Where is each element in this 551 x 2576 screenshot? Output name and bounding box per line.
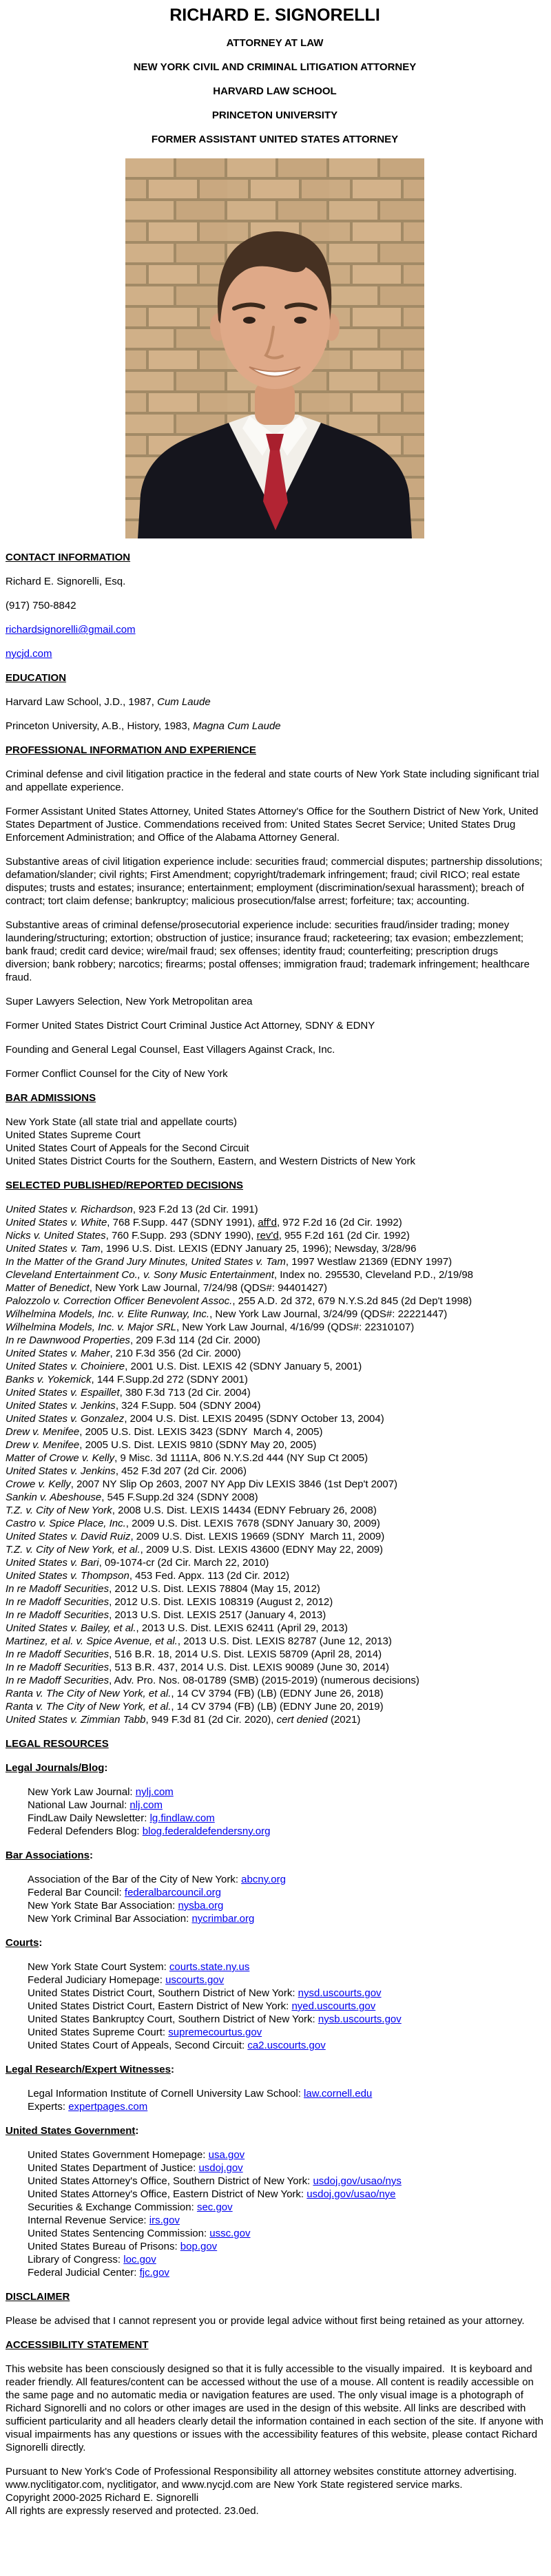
decision-item: United States v. Maher, 210 F.3d 356 (2d Cir. 2000) [6,1348,241,1359]
resource-link-label: Internal Revenue Service: [28,2214,149,2226]
disclaimer-text: Please be advised that I cannot represent you or provide legal advice without first being retained as your attorney. [6,2315,525,2327]
resource-link-row [28,2000,544,2013]
disclaimer-heading: DISCLAIMER [6,2291,70,2303]
decision-item: Banks v. Yokemick, 144 F.Supp.2d 272 (SDNY 2001) [6,1374,248,1385]
resource-link[interactable]: usdoj.gov/usao/nys [313,2175,402,2187]
resource-link[interactable]: nysb.uscourts.gov [318,2013,402,2025]
resource-link-label: United States Attorney's Office, Eastern District of New York: [28,2188,307,2200]
decision-item: In the Matter of the Grand Jury Minutes, United States v. Tam, 1997 Westlaw 21369 (EDNY 1997) [6,1256,453,1268]
decision-item: United States v. Bari, 09-1074-cr (2d Cir. March 22, 2010) [6,1557,269,1569]
resources-groups [6,1761,544,2279]
resource-link-row [28,2253,544,2266]
resource-link-list [28,2148,544,2279]
decision-item: In re Madoff Securities, Adv. Pro. Nos. 08-01789 (SMB) (2015-2019) (numerous decisions) [6,1675,419,1686]
decision-item: In re Madoff Securities, 2013 U.S. Dist. LEXIS 2517 (January 4, 2013) [6,1609,326,1621]
footer-line: Pursuant to New York's Code of Professional Responsibility all attorney websites constitute attorney advertising. [6,2466,517,2478]
resource-link-label: Federal Judicial Center: [28,2267,140,2279]
resource-link-row [28,2266,544,2279]
professional-paragraph: Founding and General Legal Counsel, East Villagers Against Crack, Inc. [6,1044,335,1056]
resource-link[interactable]: nysba.org [178,1900,224,1912]
professional-paragraph: Former Assistant United States Attorney, United States Attorney's Office for the Southern District of New York, United States Department of Justice. Commendations received from: United States Secret Service; United States Drug Enforcement Administration; and Office of the Alabama Attorney General. [6,806,541,844]
resource-link-label: Securities & Exchange Commission: [28,2201,197,2213]
footer-line: Copyright 2000-2025 Richard E. Signorelli [6,2492,199,2504]
portrait-photo [125,158,424,538]
decision-item: Matter of Benedict, New York Law Journal, 7/24/98 (QDS#: 94401427) [6,1282,327,1294]
accessibility-text: This website has been consciously designed so that it is fully accessible to the visually impaired. It is keyboard and reader friendly. All features/content can be accessed without the use of a mouse. All content is readily accessible on the same page and no automatic media or navigation features are used. The only visual image is a photograph of Richard Signorelli and no colors or other images are used in the design of this website. All links are described with sufficient particularity and all headers clearly detail the information contained in each section of the site. If anyone with visual impairments has any questions or issues with the accessibility features of this website, please contact Richard Signorelli directly. [6,2363,547,2453]
resource-link-row [28,2188,544,2201]
resource-link-label: United States Court of Appeals, Second Circuit: [28,2040,248,2051]
decision-item: Sankin v. Abeshouse, 545 F.Supp.2d 324 (SDNY 2008) [6,1491,258,1503]
resource-link[interactable]: irs.gov [149,2214,180,2226]
contact-heading: CONTACT INFORMATION [6,552,131,563]
resource-link[interactable]: fjc.gov [139,2267,169,2279]
decision-item: Ranta v. The City of New York, et al., 14 CV 3794 (FB) (LB) (EDNY June 26, 2018) [6,1688,384,1699]
resource-link[interactable]: usdoj.gov/usao/nye [306,2188,396,2200]
decision-item: Wilhelmina Models, Inc. v. Major SRL, New York Law Journal, 4/16/99 (QDS#: 22310107) [6,1321,415,1333]
education-list [6,695,544,733]
footer [6,2465,544,2517]
resource-link[interactable]: nylj.com [135,1786,174,1798]
decision-item: Martinez, et al. v. Spice Avenue, et al., 2013 U.S. Dist. LEXIS 82787 (June 12, 2013) [6,1635,392,1647]
professional-paragraph: Substantive areas of civil litigation experience include: securities fraud; commercial disputes; partnership dissolutions; defamation/slander; civil rights; First Amendment; copyright/trademark infringement; fraud; civil RICO; real estate disputes; trusts and estates; insurance; entertainment; employment (discrimination/sexual harassment); breach of contract; tort claim defense; bankruptcy; malicious prosecution/false arrest; forfeiture; tax; accounting. [6,856,545,907]
decision-item: Drew v. Menifee, 2005 U.S. Dist. LEXIS 9810 (SDNY May 20, 2005) [6,1439,317,1451]
decision-item: United States v. Bailey, et al., 2013 U.S. Dist. LEXIS 62411 (April 29, 2013) [6,1622,348,1634]
resource-link-label: United States Attorney's Office, Southern District of New York: [28,2175,313,2187]
decision-item: Castro v. Spice Place, Inc., 2009 U.S. Dist. LEXIS 7678 (SDNY January 30, 2009) [6,1518,380,1529]
resource-link-label: United States Supreme Court: [28,2027,169,2038]
decision-item: United States v. White, 768 F.Supp. 447 (SDNY 1991), aff'd, 972 F.2d 16 (2d Cir. 1992) [6,1217,402,1228]
resource-link-label: United States Sentencing Commission: [28,2228,210,2239]
resource-link[interactable]: blog.federaldefendersny.org [142,1825,271,1837]
decisions-list [6,1203,544,1726]
decision-item: United States v. Richardson, 923 F.2d 13 (2d Cir. 1991) [6,1204,258,1215]
resource-link-label: Federal Defenders Blog: [28,1825,143,1837]
resource-link[interactable]: loc.gov [123,2254,156,2265]
resource-link-row [28,2100,544,2113]
decision-item: United States v. Choiniere, 2001 U.S. Dist. LEXIS 42 (SDNY January 5, 2001) [6,1361,362,1372]
resource-link[interactable]: nysd.uscourts.gov [298,1987,382,1999]
bar-admission-item: United States Court of Appeals for the Second Circuit [6,1142,249,1154]
resource-link-row [28,1812,544,1825]
resource-link-row [28,1786,544,1799]
education-item: Princeton University, A.B., History, 1983, Magna Cum Laude [6,720,281,732]
resource-link[interactable]: abcny.org [241,1874,286,1885]
resource-link-list [28,1786,544,1838]
bar-admissions-heading: BAR ADMISSIONS [6,1092,96,1104]
decision-item: In re Madoff Securities, 2012 U.S. Dist. LEXIS 108319 (August 2, 2012) [6,1596,333,1608]
decision-item: In re Madoff Securities, 516 B.R. 18, 2014 U.S. Dist. LEXIS 58709 (April 28, 2014) [6,1648,382,1660]
footer-line: www.nyclitigator.com, nyclitigator, and www.nycjd.com are New York State registered service marks. [6,2479,463,2491]
header-subtitle: FORMER ASSISTANT UNITED STATES ATTORNEY [151,134,399,145]
resource-link[interactable]: uscourts.gov [165,1974,225,1986]
resource-link-row [28,2240,544,2253]
resource-link[interactable]: ussc.gov [209,2228,251,2239]
resource-link-label: United States District Court, Eastern District of New York: [28,2000,292,2012]
contact-phone: (917) 750-8842 [6,600,76,611]
decision-item: United States v. Jenkins, 452 F.3d 207 (2d Cir. 2006) [6,1465,247,1477]
resource-link-label: United States Bankruptcy Court, Southern District of New York: [28,2013,318,2025]
decision-item: T.Z. v. City of New York, 2008 U.S. Dist. LEXIS 14434 (EDNY February 26, 2008) [6,1505,377,1516]
resource-link-label: Association of the Bar of the City of New York: [28,1874,242,1885]
decisions-heading: SELECTED PUBLISHED/REPORTED DECISIONS [6,1180,244,1191]
professional-paragraph: Substantive areas of criminal defense/prosecutorial experience include: securities fraud/insider trading; money laundering/structuring; extortion; obstruction of justice; insurance fraud; racketeering; tax evasion; embezzlement; bank fraud; credit card device; wire/mail fraud; sex offenses; identity fraud; counterfeiting; prescription drugs diversion; bank robbery; narcotics; firearms; postal offenses; immigration fraud; trademark infringement; healthcare fraud. [6,919,533,983]
decision-item: Nicks v. United States, 760 F.Supp. 293 (SDNY 1990), rev'd, 955 F.2d 161 (2d Cir. 1992) [6,1230,410,1242]
resource-link[interactable]: usdoj.gov [198,2162,243,2174]
resource-link-row [28,1973,544,1987]
bar-admissions-list [6,1116,544,1168]
education-heading: EDUCATION [6,672,67,684]
resource-link-label: Experts: [28,2101,69,2113]
resource-link[interactable]: supremecourtus.gov [168,2027,262,2038]
resource-link-label: United States Government Homepage: [28,2149,209,2161]
header-subtitle: PRINCETON UNIVERSITY [211,109,338,121]
resource-link-list [28,2087,544,2113]
bar-admission-item: New York State (all state trial and appellate courts) [6,1116,238,1128]
resource-link[interactable]: nyed.uscourts.gov [291,2000,376,2012]
resource-link-row [28,1899,544,1912]
resource-link-label: United States Bureau of Prisons: [28,2241,180,2252]
footer-line: All rights are expressly reserved and protected. 23.0ed. [6,2505,259,2517]
professional-heading: PROFESSIONAL INFORMATION AND EXPERIENCE [6,744,256,756]
resource-link-label: United States Department of Justice: [28,2162,199,2174]
resource-link-row [28,2201,544,2214]
resource-link-row [28,1873,544,1886]
resource-link[interactable]: federalbarcouncil.org [124,1887,221,1898]
page-title: RICHARD E. SIGNORELLI [169,6,380,25]
resource-link-row [28,2148,544,2161]
resource-link-row [28,2039,544,2052]
resource-link-label: Federal Bar Council: [28,1887,125,1898]
education-item: Harvard Law School, J.D., 1987, Cum Laude [6,696,211,708]
resource-link-row [28,2214,544,2227]
resource-link-row [28,1825,544,1838]
decision-item: Wilhelmina Models, Inc. v. Elite Runway, Inc., New York Law Journal, 3/24/99 (QDS#: 22221447) [6,1308,448,1320]
bar-admission-item: United States Supreme Court [6,1129,141,1141]
resource-link-row [28,2175,544,2188]
decision-item: United States v. David Ruiz, 2009 U.S. Dist. LEXIS 19669 (SDNY March 11, 2009) [6,1531,385,1542]
resource-link-row [28,2026,544,2039]
decision-item: United States v. Espaillet, 380 F.3d 713 (2d Cir. 2004) [6,1387,251,1399]
resource-link-label: New York State Bar Association: [28,1900,178,1912]
bar-admission-item: United States District Courts for the Southern, Eastern, and Western Districts of New York [6,1155,415,1167]
resource-link[interactable]: bop.gov [180,2241,218,2252]
resource-link-row [28,2227,544,2240]
resource-link-row [28,2087,544,2100]
resource-link-row [28,1987,544,2000]
decision-item: Drew v. Menifee, 2005 U.S. Dist. LEXIS 3423 (SDNY March 4, 2005) [6,1426,323,1438]
resource-link[interactable]: nlj.com [129,1799,163,1811]
header-subtitles [6,36,544,146]
resource-link[interactable]: ca2.uscourts.gov [247,2040,326,2051]
resource-link-label: New York State Court System: [28,1961,169,1973]
resource-group-heading: Legal Research/Expert Witnesses: [6,2064,174,2075]
professional-paragraph: Former Conflict Counsel for the City of New York [6,1068,228,1080]
decision-item: Ranta v. The City of New York, et al., 14 CV 3794 (FB) (LB) (EDNY June 20, 2019) [6,1701,384,1713]
resource-link-label: FindLaw Daily Newsletter: [28,1812,150,1824]
professional-paragraph: Former United States District Court Criminal Justice Act Attorney, SDNY & EDNY [6,1020,375,1032]
header-subtitle: ATTORNEY AT LAW [226,37,324,49]
photo-section [6,158,544,538]
contact-website-row [6,647,544,660]
contact-email-row [6,623,544,636]
resource-link-label: Federal Judiciary Homepage: [28,1974,166,1986]
resource-link-label: New York Law Journal: [28,1786,136,1798]
resource-link-label: United States District Court, Southern District of New York: [28,1987,298,1999]
resource-link-row [28,1799,544,1812]
resource-link-row [28,2013,544,2026]
decision-item: Matter of Crowe v. Kelly, 9 Misc. 3d 1111A, 806 N.Y.S.2d 444 (NY Sup Ct 2005) [6,1452,368,1464]
resource-link-list [28,1960,544,2052]
resource-link-row [28,2161,544,2175]
decision-item: United States v. Jenkins, 324 F.Supp. 504 (SDNY 2004) [6,1400,261,1412]
resource-link[interactable]: nycrimbar.org [191,1913,255,1925]
decision-item: United States v. Tam, 1996 U.S. Dist. LEXIS (EDNY January 25, 1996); Newsday, 3/28/96 [6,1243,417,1255]
resource-link-row [28,1912,544,1925]
resource-link[interactable]: courts.state.ny.us [169,1961,250,1973]
decision-item: In re Dawnwood Properties, 209 F.3d 114 (2d Cir. 2000) [6,1334,260,1346]
resource-link[interactable]: lg.findlaw.com [149,1812,215,1824]
decision-item: United States v. Thompson, 453 Fed. Appx. 113 (2d Cir. 2012) [6,1570,290,1582]
professional-paragraphs [6,768,544,1080]
email-link[interactable]: richardsignorelli@gmail.com [6,624,136,636]
resource-link-row [28,1960,544,1973]
resource-link-row [28,1886,544,1899]
professional-paragraph: Criminal defense and civil litigation practice in the federal and state courts of New York State including significant trial and appellate experience. [6,768,542,793]
header-subtitle: HARVARD LAW SCHOOL [213,85,337,97]
accessibility-heading: ACCESSIBILITY STATEMENT [6,2339,149,2351]
professional-paragraph: Super Lawyers Selection, New York Metropolitan area [6,996,253,1007]
resource-link-list [28,1873,544,1925]
resource-group-heading: Courts: [6,1937,43,1949]
decision-item: In re Madoff Securities, 513 B.R. 437, 2014 U.S. Dist. LEXIS 90089 (June 30, 2014) [6,1662,389,1673]
decision-item: United States v. Zimmian Tabb, 949 F.3d 81 (2d Cir. 2020), cert denied (2021) [6,1714,361,1726]
contact-name: Richard E. Signorelli, Esq. [6,576,126,587]
resource-link-label: Legal Information Institute of Cornell University Law School: [28,2088,304,2099]
resource-link[interactable]: expertpages.com [68,2101,148,2113]
decision-item: In re Madoff Securities, 2012 U.S. Dist. LEXIS 78804 (May 15, 2012) [6,1583,320,1595]
decision-item: Cleveland Entertainment Co., v. Sony Music Entertainment, Index no. 295530, Cleveland P.D., 2/19/98 [6,1269,474,1281]
resource-link[interactable]: sec.gov [196,2201,233,2213]
resource-link[interactable]: law.cornell.edu [304,2088,373,2099]
legal-resources-heading: LEGAL RESOURCES [6,1738,109,1750]
resource-link[interactable]: usa.gov [208,2149,245,2161]
decision-item: United States v. Gonzalez, 2004 U.S. Dist. LEXIS 20495 (SDNY October 13, 2004) [6,1413,384,1425]
decision-item: T.Z. v. City of New York, et al., 2009 U.S. Dist. LEXIS 43600 (EDNY May 22, 2009) [6,1544,384,1556]
decision-item: Crowe v. Kelly, 2007 NY Slip Op 2603, 2007 NY App Div LEXIS 3846 (1st Dep't 2007) [6,1478,398,1490]
resource-link-label: National Law Journal: [28,1799,130,1811]
decision-item: Palozzolo v. Correction Officer Benevolent Assoc., 255 A.D. 2d 372, 679 N.Y.S.2d 845 (2d Dep't 1998) [6,1295,472,1307]
resource-group-heading: United States Government: [6,2125,139,2137]
resource-group-heading: Bar Associations: [6,1850,93,1861]
resource-link-label: New York Criminal Bar Association: [28,1913,192,1925]
website-link[interactable]: nycjd.com [6,648,52,660]
resource-link-label: Library of Congress: [28,2254,124,2265]
header-subtitle: NEW YORK CIVIL AND CRIMINAL LITIGATION ATTORNEY [133,61,417,73]
resource-group-heading: Legal Journals/Blog: [6,1762,108,1774]
